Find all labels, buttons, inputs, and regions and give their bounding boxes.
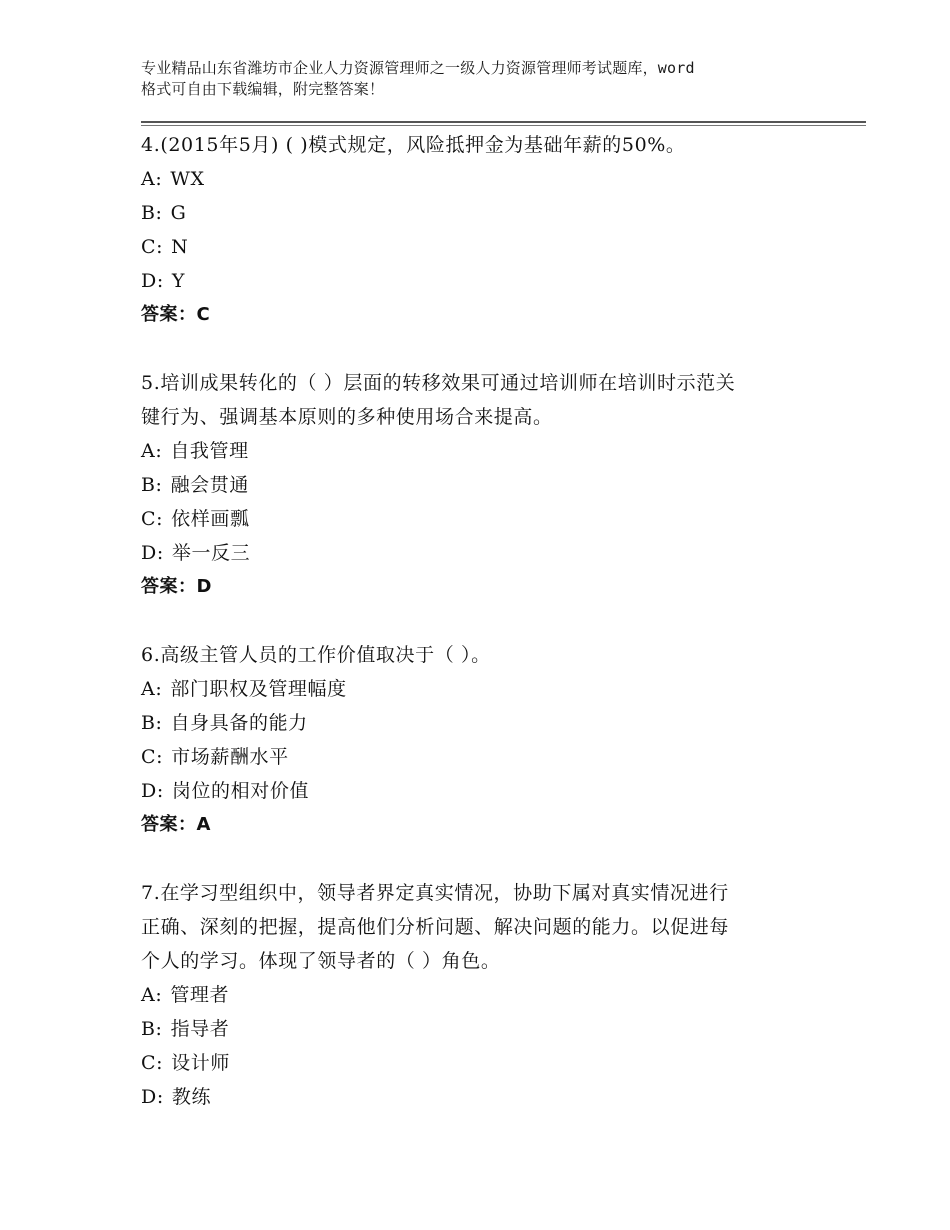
question-list xyxy=(141,128,821,1114)
option-text: 市场薪酬水平 xyxy=(171,746,289,768)
question-spacer xyxy=(141,842,821,876)
answer-option xyxy=(141,536,821,570)
option-text: 自我管理 xyxy=(170,440,249,462)
answer-key: 答案：D xyxy=(141,576,212,597)
option-text: 岗位的相对价值 xyxy=(171,780,310,802)
question-text-line: 6.高级主管人员的工作价值取决于（ ）。 xyxy=(141,644,491,666)
question-text-line: 个人的学习。体现了领导者的（ ）角色。 xyxy=(141,950,501,972)
answer-option xyxy=(141,264,821,298)
question-text-line: 正确、深刻的把握，提高他们分析问题、解决问题的能力。以促进每 xyxy=(141,916,730,938)
option-label: C: xyxy=(141,236,164,258)
header-rule-thin xyxy=(141,125,866,126)
question-text-line: 5.培训成果转化的（ ）层面的转移效果可通过培训师在培训时示范关 xyxy=(141,372,736,394)
option-label: C: xyxy=(141,508,164,530)
question-spacer xyxy=(141,332,821,366)
answer-option xyxy=(141,706,821,740)
question-text-line: 4.(2015年5月) ( )模式规定，风险抵押金为基础年薪的50%。 xyxy=(141,134,686,156)
option-label: A: xyxy=(141,440,163,462)
answer-option xyxy=(141,774,821,808)
answer-option xyxy=(141,434,821,468)
option-label: D: xyxy=(141,780,164,802)
answer-option xyxy=(141,230,821,264)
option-text: 融会贯通 xyxy=(170,474,249,496)
option-text: 设计师 xyxy=(171,1052,230,1074)
option-text: Y xyxy=(171,270,185,292)
option-label: B: xyxy=(141,1018,163,1040)
header-line-2: 格式可自由下载编辑，附完整答案！ xyxy=(141,80,385,98)
answer-key: 答案：C xyxy=(141,304,211,325)
answer-option xyxy=(141,672,821,706)
option-label: D: xyxy=(141,542,164,564)
option-label: C: xyxy=(141,1052,164,1074)
answer-option xyxy=(141,196,821,230)
option-text: 部门职权及管理幅度 xyxy=(170,678,347,700)
answer-option xyxy=(141,162,821,196)
answer-option xyxy=(141,1046,821,1080)
question-block xyxy=(141,638,821,876)
option-text: 指导者 xyxy=(170,1018,230,1040)
answer-option xyxy=(141,502,821,536)
option-label: B: xyxy=(141,202,163,224)
answer-option xyxy=(141,468,821,502)
option-text: N xyxy=(171,236,189,258)
answer-option xyxy=(141,740,821,774)
option-text: 教练 xyxy=(171,1086,212,1108)
option-text: 依样画瓢 xyxy=(171,508,250,530)
answer-key: 答案：A xyxy=(141,814,211,835)
option-text: 自身具备的能力 xyxy=(170,712,308,734)
question-spacer xyxy=(141,604,821,638)
question-block xyxy=(141,128,821,366)
option-label: A: xyxy=(141,678,163,700)
option-label: A: xyxy=(141,984,163,1006)
header-line-1: 专业精品山东省潍坊市企业人力资源管理师之一级人力资源管理师考试题库，word xyxy=(141,59,695,77)
question-block xyxy=(141,876,821,1114)
option-label: B: xyxy=(141,712,163,734)
option-label: D: xyxy=(141,270,164,292)
question-block xyxy=(141,366,821,638)
option-label: C: xyxy=(141,746,164,768)
answer-option xyxy=(141,1012,821,1046)
option-text: 管理者 xyxy=(170,984,230,1006)
question-text-line: 键行为、强调基本原则的多种使用场合来提高。 xyxy=(141,406,553,428)
header-rule-thick xyxy=(141,121,866,123)
answer-option xyxy=(141,978,821,1012)
option-text: WX xyxy=(170,168,205,190)
question-text-line: 7.在学习型组织中，领导者界定真实情况，协助下属对真实情况进行 xyxy=(141,882,729,904)
answer-option xyxy=(141,1080,821,1114)
option-text: G xyxy=(170,202,187,224)
option-label: A: xyxy=(141,168,163,190)
document-header xyxy=(141,58,841,100)
option-label: D: xyxy=(141,1086,164,1108)
option-label: B: xyxy=(141,474,163,496)
option-text: 举一反三 xyxy=(171,542,251,564)
